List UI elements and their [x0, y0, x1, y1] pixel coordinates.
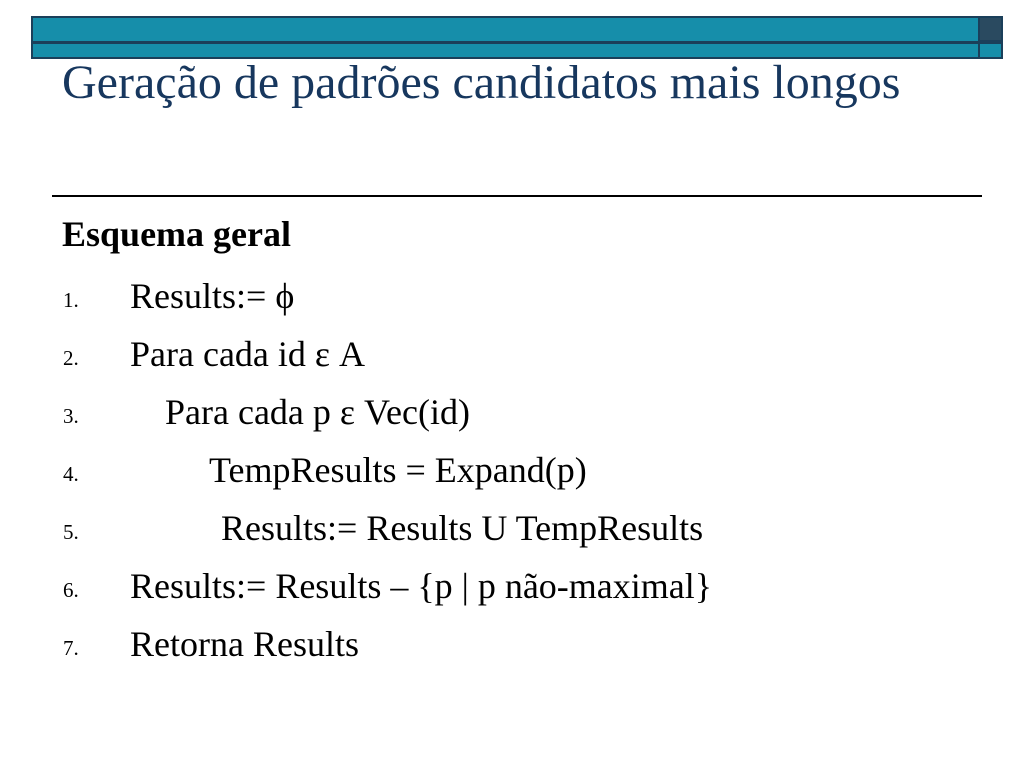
header-band-top [31, 16, 978, 42]
step-number: 3. [63, 404, 79, 428]
list-item [0, 272, 1024, 330]
title-divider [52, 195, 982, 197]
step-text: Results:= Results – {p | p não-maximal} [130, 566, 713, 606]
step-number: 1. [63, 288, 79, 312]
step-number: 5. [63, 520, 79, 544]
slide-title: Geração de padrões candidatos mais longos [62, 56, 901, 109]
list-item [0, 446, 1024, 504]
step-number: 2. [63, 346, 79, 370]
list-item [0, 562, 1024, 620]
step-text: Para cada p ε Vec(id) [165, 392, 470, 432]
step-text: TempResults = Expand(p) [209, 450, 587, 490]
list-item [0, 330, 1024, 388]
header-corner-block-bottom [978, 42, 1003, 59]
step-number: 6. [63, 578, 79, 602]
step-text: Para cada id ε A [130, 334, 366, 374]
step-text: Results:= Results U TempResults [221, 508, 704, 548]
step-number: 7. [63, 636, 79, 660]
step-text: Retorna Results [130, 624, 359, 664]
step-text: Results:= ϕ [130, 276, 295, 316]
list-item [0, 388, 1024, 446]
step-number: 4. [63, 462, 79, 486]
algorithm-steps-list [0, 272, 1024, 678]
list-item [0, 504, 1024, 562]
list-item [0, 620, 1024, 678]
header-corner-block-top [978, 16, 1003, 42]
section-heading: Esquema geral [62, 214, 291, 254]
